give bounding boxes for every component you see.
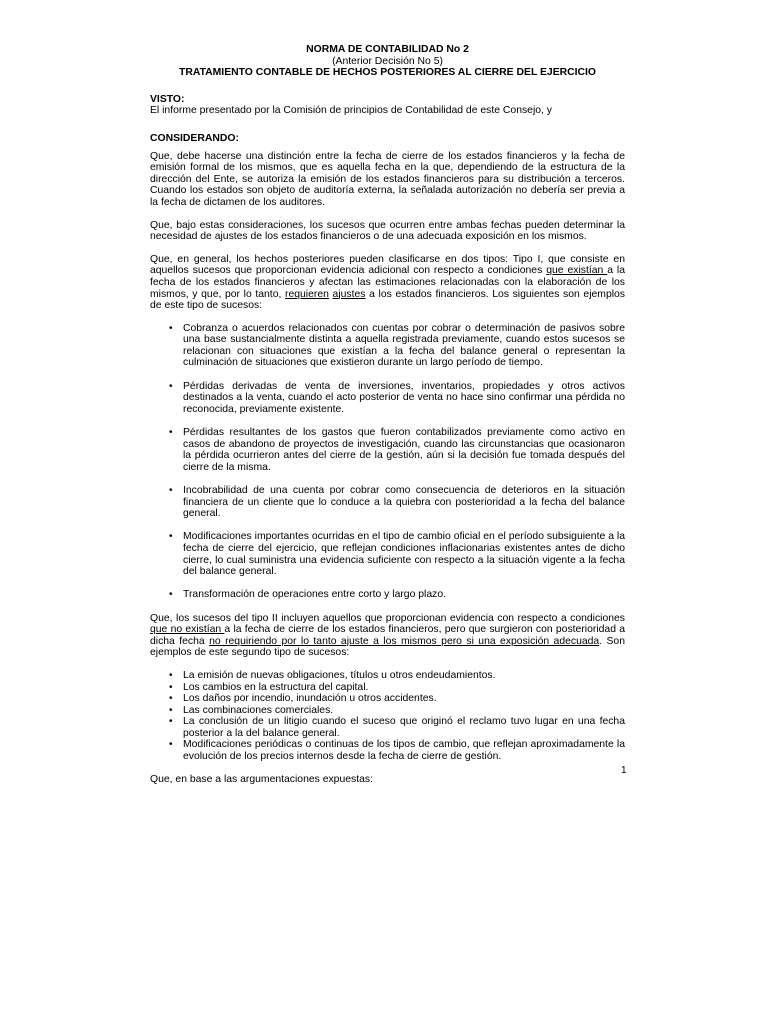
underline-requieren: requieren [285, 288, 329, 300]
paragraph-4 [150, 613, 625, 659]
list-item: • Los cambios en la estructura del capital. [150, 682, 625, 694]
underline-que-no-existian: que no existían [150, 624, 225, 636]
title-block [150, 44, 625, 79]
paragraph-2: Que, bajo estas consideraciones, los sucesos que ocurren entre ambas fechas pueden determinar la necesidad de ajustes de los estados financieros o de una adecuada exposición en los mismos. [150, 219, 625, 243]
document-title: NORMA DE CONTABILIDAD No 2 [306, 44, 469, 55]
visto-label: VISTO: [150, 93, 185, 105]
list-item: • Pérdidas derivadas de venta de inversiones, inventarios, propiedades y otros activos destinados a la venta, cuando el acto posterior de venta no hace sino confirmar una pérdida no reconocida, previamente existente. [150, 381, 625, 416]
paragraph-3 [150, 254, 625, 312]
document-subtitle: (Anterior Decisión No 5) [332, 55, 443, 67]
paragraph-1: Que, debe hacerse una distinción entre la fecha de cierre de los estados financieros y la fecha de emisión formal de los mismos, que es aquella fecha en la que, dependiendo de la estructura de la dirección del Ente, se autoriza la emisión de los estados financieros para su distribución a terceros. Cuando los estados son objeto de auditoría externa, la señalada autorización no debería ser previa a la fecha de dictamen de los auditores. [150, 150, 625, 208]
tipo-2-list [150, 670, 625, 763]
list-item: • Los daños por incendio, inundación u otros accidentes. [150, 693, 625, 705]
paragraph-3-text-b: a la fecha de los estados financieros y afectan las estimaciones relacionadas con la elaboración de los mismos, y que, por lo tanto, [150, 265, 626, 300]
list-item: • La emisión de nuevas obligaciones, títulos u otros endeudamientos. [150, 670, 625, 682]
considerando-label: CONSIDERANDO: [150, 132, 239, 144]
visto-text: El informe presentado por la Comisión de principios de Contabilidad de este Consejo, y [150, 105, 552, 117]
list-item: • Modificaciones periódicas o continuas de los tipos de cambio, que reflejan aproximadamente la evolución de los precios internos desde la fecha de cierre de gestión. [150, 739, 625, 762]
underline-ajustes: ajustes [332, 288, 366, 300]
tipo-1-list [150, 323, 625, 601]
paragraph-5: Que, en base a las argumentaciones expuestas: [150, 773, 373, 785]
paragraph-4-text-c: . Son ejemplos de este segundo tipo de sucesos: [150, 635, 625, 659]
list-item: • Pérdidas resultantes de los gastos que fueron contabilizados previamente como activo en casos de abandono de proyectos de investigación, cuando las circunstancias que ocasionaron la pérdida ocurrieron antes del cierre de la gestión, aún si la decisión fue tomada después del cierre de la misma. [150, 427, 625, 473]
document-body [150, 44, 625, 796]
list-item: • Modificaciones importantes ocurridas en el tipo de cambio oficial en el período subsiguiente a la fecha de cierre del ejercicio, que reflejan condiciones inflacionarias existentes antes de dicho cierre, lo cual suministra una evidencia suficiente con respecto a la situación vigente a la fecha del balance general. [150, 531, 625, 577]
list-item: • Las combinaciones comerciales. [150, 705, 625, 717]
paragraph-3-text-d: a los estados financieros. Los siguientes son ejemplos de este tipo de sucesos: [150, 288, 626, 312]
page-number: 1 [621, 765, 627, 776]
paragraph-3-text-a: Que, en general, los hechos posteriores pueden clasificarse en dos tipos: Tipo I, que consiste en aquellos sucesos que proporcionan evidencia adicional con respecto a condiciones [150, 253, 625, 277]
list-item: • Incobrabilidad de una cuenta por cobrar como consecuencia de deterioros en la situación financiera de un cliente que lo conduce a la quiebra con posterioridad a la fecha del balance general. [150, 485, 625, 520]
document-heading: TRATAMIENTO CONTABLE DE HECHOS POSTERIORES AL CIERRE DEL EJERCICIO [178, 67, 596, 79]
paragraph-4-text-a: Que, los sucesos del tipo II incluyen aquellos que proporcionan evidencia con respecto a condiciones [150, 612, 625, 624]
list-item: • Transformación de operaciones entre corto y largo plazo. [150, 589, 625, 601]
list-item: • Cobranza o acuerdos relacionados con cuentas por cobrar o determinación de pasivos sobre una base sustancialmente distinta a aquella registrada previamente, cuando estos sucesos se relacionan con situaciones que existían a la fecha del balance general o representan la culminación de situaciones que existieron durante un largo período de tiempo. [150, 323, 625, 369]
list-item: • La conclusión de un litigio cuando el suceso que originó el reclamo tuvo lugar en una fecha posterior a la del balance general. [150, 716, 625, 739]
underline-no-requiriendo: no requiriendo por lo tanto ajuste a los mismos pero si una exposición adecuada [209, 635, 600, 647]
paragraph-4-text-b: a la fecha de cierre de los estados financieros, pero que surgieron con posterioridad a dicha fecha [150, 624, 625, 647]
underline-que-existian: que existían [546, 265, 608, 277]
